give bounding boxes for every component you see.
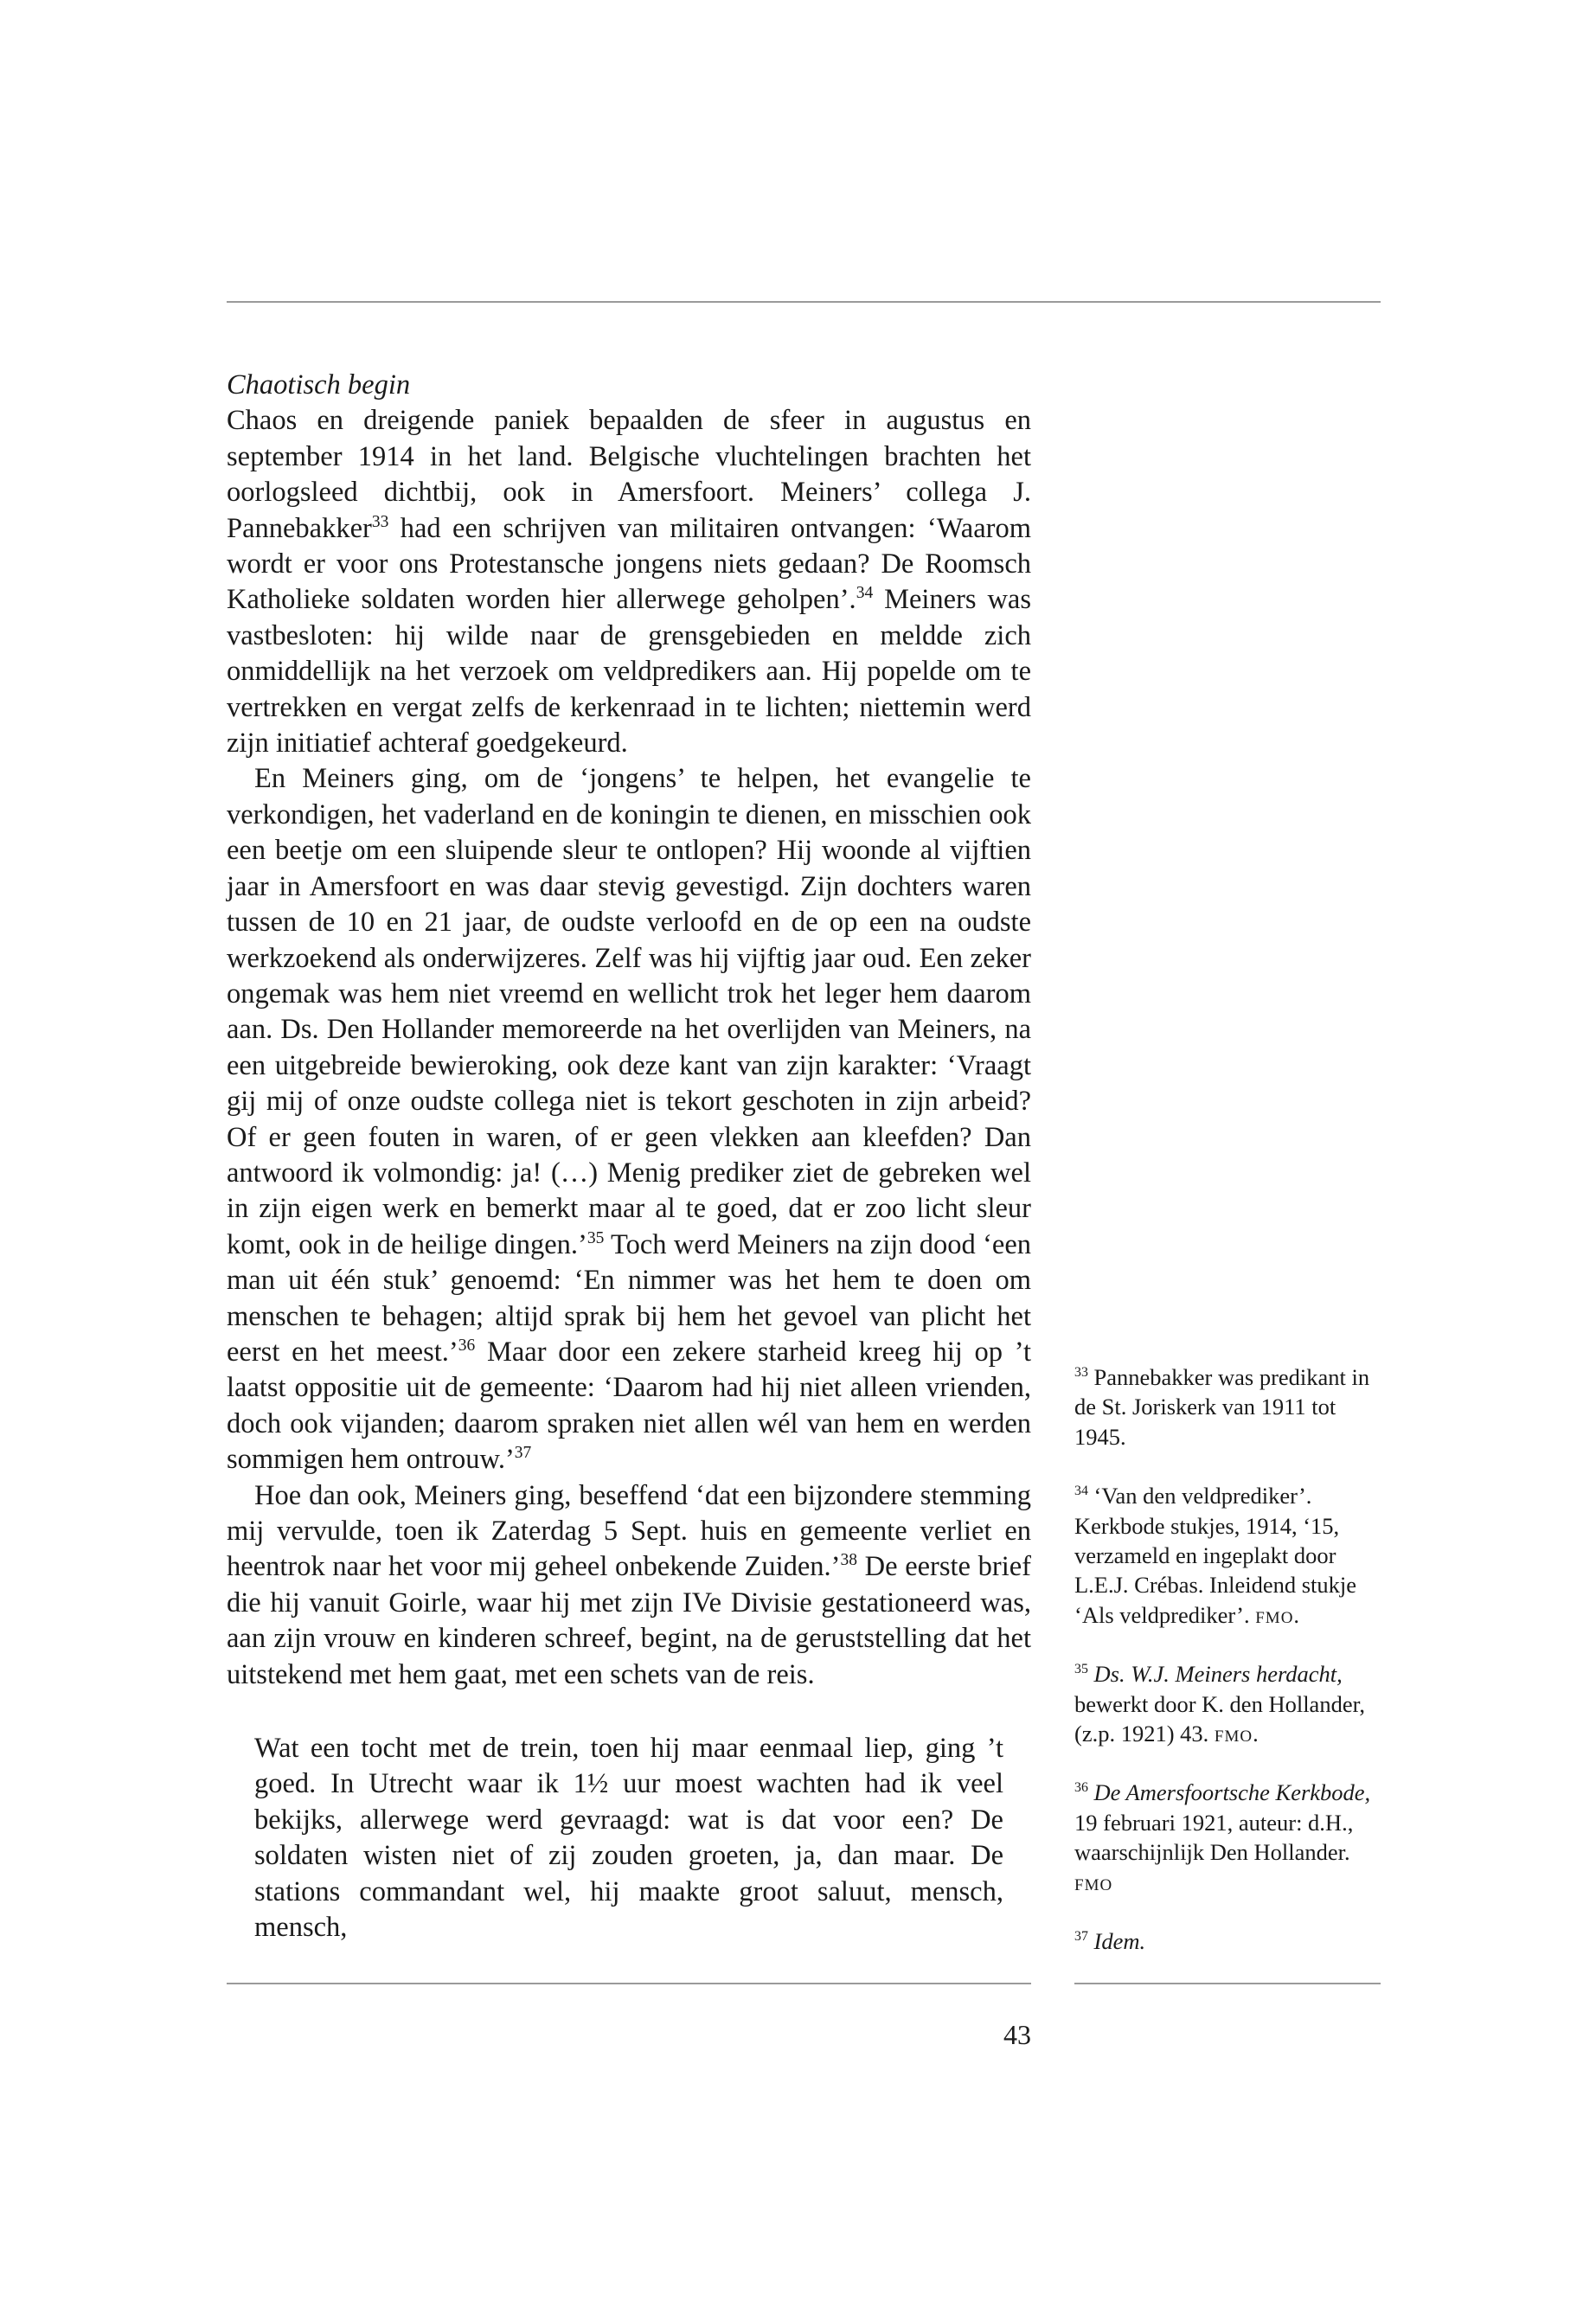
paragraph-2 <box>227 761 1031 1477</box>
bottom-rule-main <box>227 1983 1031 1984</box>
paragraph-1-text-c: Meiners was vastbesloten: hij wilde naar de grensgebieden en meldde zich onmiddellijk na het verzoek om veldpredikers aan. Hij popelde om te vertrekken en vergat zelfs de kerkenraad in te lichten; niettemin werd zijn initiatief achteraf goedgekeurd. <box>227 584 1031 760</box>
footnote-number: 36 <box>1074 1780 1088 1796</box>
footnote-text: bewerkt door K. den Hollander, (z.p. 1921) 43. <box>1074 1690 1365 1747</box>
footnote-ref-34: 34 <box>856 584 874 603</box>
footnote-36 <box>1074 1778 1381 1897</box>
footnote-text-end: . <box>1293 1601 1300 1628</box>
block-quote: Wat een tocht met de trein, toen hij maar eenmaal liep, ging ’t goed. In Utrecht waar ik 1½ uur moest wachten had ik veel bekijks, allerwege werd gevraagd: wat is dat voor een? De soldaten wisten niet of zij zouden groeten, ja, dan maar. De stations commandant wel, hij maakte groot saluut, mensch, mensch, <box>254 1733 1003 1944</box>
footnote-ref-37: 37 <box>514 1444 532 1463</box>
footnote-text-end: . <box>1253 1721 1259 1747</box>
paragraph-1 <box>227 403 1031 761</box>
footnote-title: Idem. <box>1093 1928 1146 1955</box>
footnote-number: 35 <box>1074 1662 1088 1677</box>
bottom-rule-notes <box>1074 1983 1381 1984</box>
section-heading: Chaotisch begin <box>227 369 411 401</box>
footnote-title: De Amersfoortsche Kerkbode, <box>1093 1779 1371 1806</box>
footnote-ref-35: 35 <box>586 1228 605 1247</box>
paragraph-2-text-b: Toch werd Meiners na zijn dood ‘een man uit één stuk’ genoemd: ‘En nimmer was het hem te doen om menschen te behagen; altijd sprak bij hem het gevoel van plicht het eerst en het meest.’ <box>227 1228 1031 1368</box>
top-rule <box>227 301 1381 303</box>
footnote-abbreviation: fmo <box>1255 1601 1294 1628</box>
footnote-abbreviation: fmo <box>1074 1868 1113 1895</box>
paragraph-2-text-a: En Meiners ging, om de ‘jongens’ te helpen, het evangelie te verkondigen, het vaderland en de koningin te dienen, en misschien ook een beetje om een sluipende sleur te ontlopen? Hij woonde al vijftien jaar in Amersfoort en was daar stevig gevestigd. Zijn dochters waren tussen de 10 en 21 jaar, de oudste verloofd en de op een na oudste werkzoekend als onderwijzeres. Zelf was hij vijftig jaar oud. Een zeker ongemak was hem niet vreemd en wellicht trok het leger hem daarom aan. Ds. Den Hollander memoreerde na het overlijden van Meiners, na een uitgebreide bewieroking, ook deze kant van zijn karakter: ‘Vraagt gij mij of onze oudste collega niet is tekort geschoten in zijn arbeid? Of er geen fouten in waren, of er geen vlekken aan kleefden? Dan antwoord ik volmondig: ja! (…) Menig prediker ziet de gebreken wel in zijn eigen werk en bemerkt maar al te goed, dat er zoo licht sleur komt, ook in de heilige dingen.’ <box>227 763 1031 1260</box>
footnote-ref-33: 33 <box>371 512 389 531</box>
footnote-number: 33 <box>1074 1365 1088 1381</box>
paragraph-3 <box>227 1478 1031 1693</box>
footnote-text: ‘Van den veldprediker’. Kerkbode stukjes, 1914, ‘15, verzameld en ingeplakt door L.E.J. Crébas. Inleidend stukje ‘Als veldprediker’. <box>1074 1483 1357 1628</box>
footnote-35 <box>1074 1659 1381 1748</box>
footnote-ref-38: 38 <box>840 1551 857 1570</box>
footnote-37 <box>1074 1926 1381 1956</box>
footnote-34 <box>1074 1481 1381 1630</box>
page-number: 43 <box>1003 2019 1031 2050</box>
paragraph-3-text-a: Hoe dan ook, Meiners ging, beseffend ‘dat een bijzondere stemming mij vervulde, toen ik Zaterdag 5 Sept. huis en gemeente verliet en heentrok naar het voor mij geheel onbekende Zuiden.’ <box>227 1479 1031 1583</box>
main-text-column <box>227 368 1031 1945</box>
footnote-ref-36: 36 <box>458 1336 476 1356</box>
footnote-33 <box>1074 1362 1381 1452</box>
footnote-title: Ds. W.J. Meiners herdacht, <box>1093 1661 1343 1688</box>
footnote-text: Pannebakker was predikant in de St. Joriskerk van 1911 tot 1945. <box>1074 1364 1370 1450</box>
paragraph-2-text-c: Maar door een zekere starheid kreeg hij op ’t laatst oppositie uit de gemeente: ‘Daarom had hij niet alleen vrienden, doch ook vijanden; daarom spraken niet allen wél van hem en werden sommigen hem ontrouw.’ <box>227 1336 1031 1476</box>
footnote-text: 19 februari 1921, auteur: d.H., waarschijnlijk Den Hollander. <box>1074 1809 1354 1866</box>
footnote-abbreviation: fmo <box>1214 1721 1253 1747</box>
paragraph-1-text-a: Chaos en dreigende paniek bepaalden de sfeer in augustus en september 1914 in het land. Belgische vluchtelingen brachten het oorlogsleed dichtbij, ook in Amersfoort. Meiners’ collega J. Pannebakker <box>227 405 1031 544</box>
footnotes-column <box>1074 1362 1381 1986</box>
footnote-number: 37 <box>1074 1929 1088 1945</box>
paragraph-1-text-b: had een schrijven van militairen ontvangen: ‘Waarom wordt er voor ons Protestansche jongens niets gedaan? De Roomsch Katholieke soldaten worden hier allerwege geholpen’. <box>227 512 1031 616</box>
footnote-number: 34 <box>1074 1484 1088 1499</box>
paragraph-3-text-b: De eerste brief die hij vanuit Goirle, waar hij met zijn IVe Divisie gestationeerd was, aan zijn vrouw en kinderen schreef, begint, na de geruststelling dat het uitstekend met hem gaat, met een schets van de reis. <box>227 1551 1031 1690</box>
